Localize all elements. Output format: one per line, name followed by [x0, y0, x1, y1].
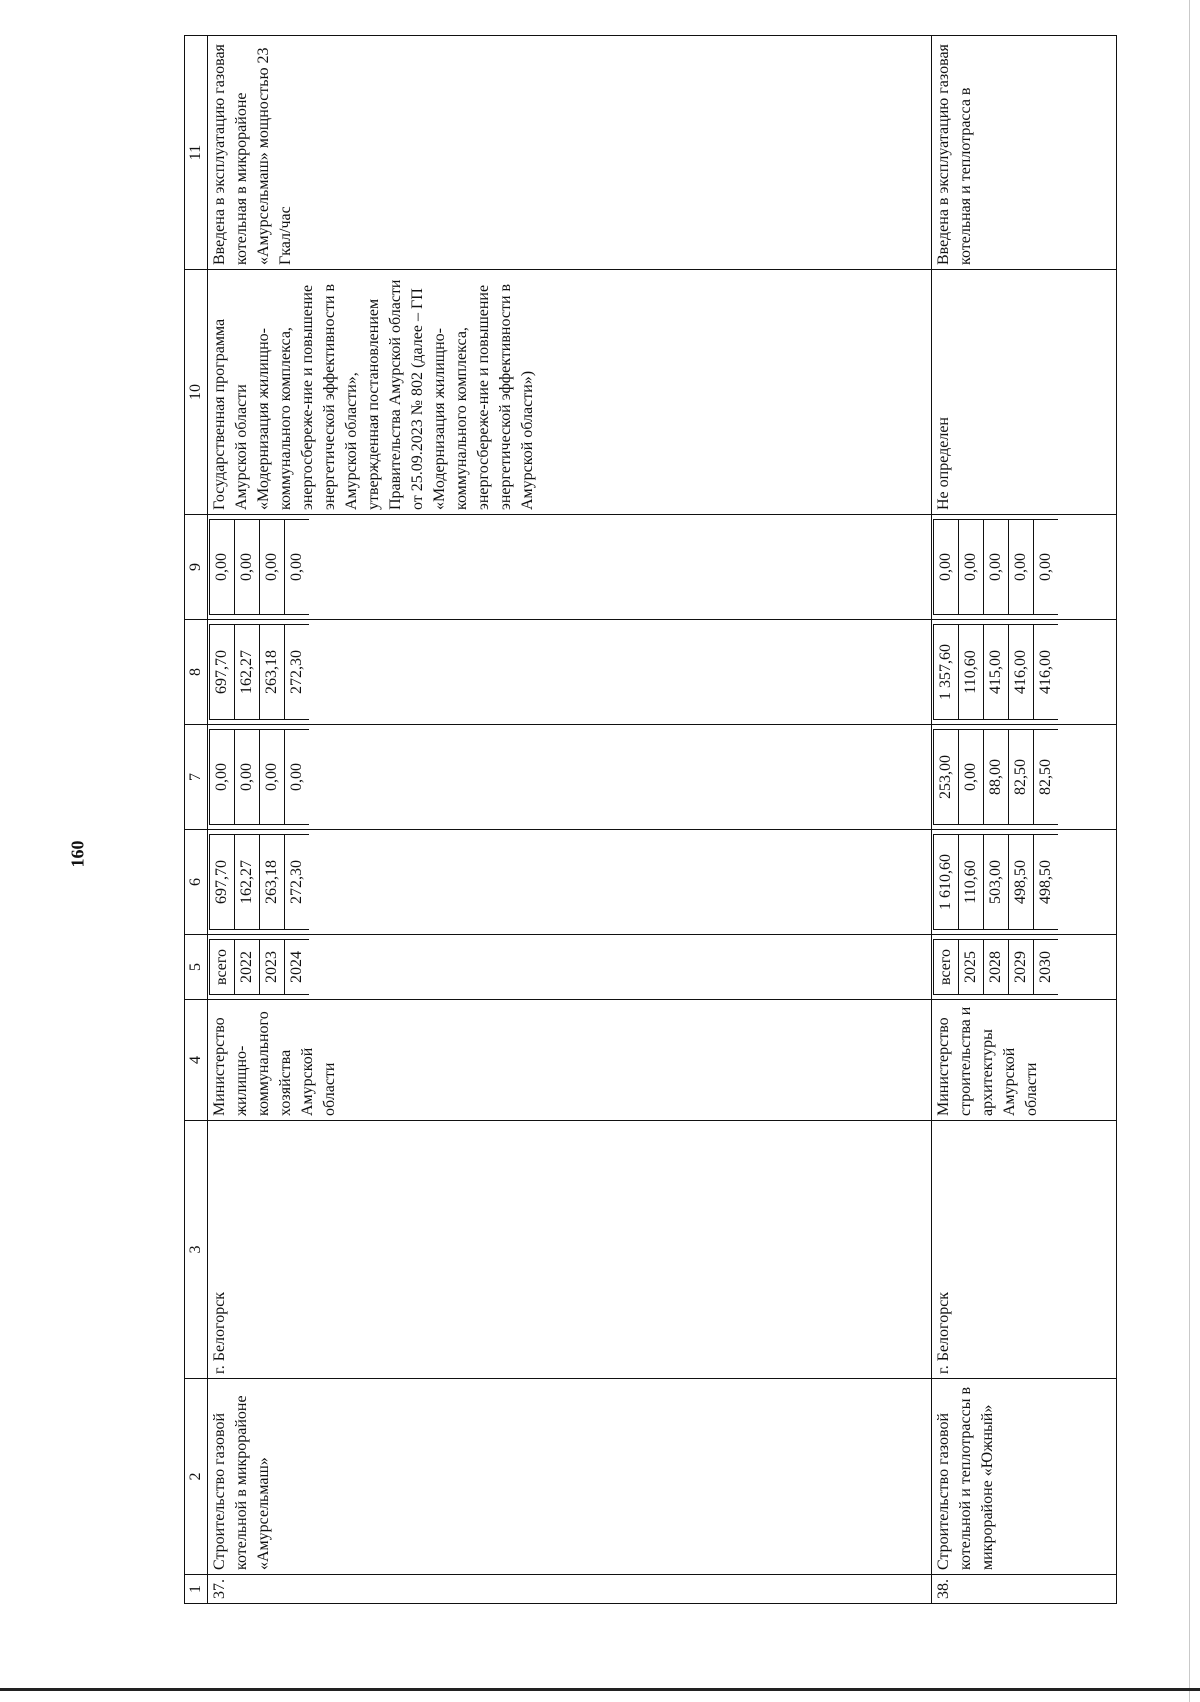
col7-list: [933, 729, 1058, 825]
amount-value: 0,00: [959, 520, 984, 615]
header-cell: 8: [185, 620, 208, 725]
amount-value: 0,00: [285, 730, 310, 825]
responsible-ministry: Министерство жилищно-коммунального хозяйства Амурской области: [208, 1000, 932, 1121]
amount-value: 0,00: [210, 730, 235, 825]
amount-value: 0,00: [260, 520, 285, 615]
col9-cell: [932, 515, 1117, 620]
header-cell: 11: [185, 36, 208, 270]
col6-cell: [208, 830, 932, 935]
header-cell: 2: [185, 1379, 208, 1575]
year-value: 2024: [285, 940, 310, 995]
amount-value: 0,00: [210, 520, 235, 615]
col8-cell: [932, 620, 1117, 725]
object-name: Строительство газовой котельной и теплотрассы в микрорайоне «Южный»: [932, 1379, 1117, 1575]
header-cell: 7: [185, 725, 208, 830]
page-bottom-edge: [0, 1688, 1200, 1691]
col7-list: [209, 729, 309, 825]
page-edge-line: [1189, 0, 1190, 1702]
amount-value: 263,18: [260, 625, 285, 720]
year-value: всего: [934, 940, 959, 995]
amount-value: 82,50: [1034, 730, 1059, 825]
amount-value: 498,50: [1009, 835, 1034, 930]
expected-result: Введена в эксплуатацию газовая котельная и теплотрасса в: [932, 36, 1117, 270]
header-cell: 4: [185, 1000, 208, 1121]
year-value: 2023: [260, 940, 285, 995]
amount-value: 1 357,60: [934, 625, 959, 720]
amount-value: 272,30: [285, 835, 310, 930]
col8-list: [933, 624, 1058, 720]
amount-value: 0,00: [260, 730, 285, 825]
rotated-table-inner: [184, 36, 1115, 1604]
amount-value: 697,70: [210, 835, 235, 930]
col9-cell: [208, 515, 932, 620]
year-value: 2029: [1009, 940, 1034, 995]
row-number: 37.: [208, 1575, 932, 1604]
header-cell: 1: [185, 1575, 208, 1604]
amount-value: 498,50: [1034, 835, 1059, 930]
page-number: 160: [67, 840, 88, 868]
amount-value: 0,00: [1009, 520, 1034, 615]
row-number: 38.: [932, 1575, 1117, 1604]
header-cell: 9: [185, 515, 208, 620]
amount-value: 0,00: [984, 520, 1009, 615]
col9-list: [209, 519, 309, 615]
amount-value: 88,00: [984, 730, 1009, 825]
header-row: [185, 36, 208, 1604]
amount-value: 0,00: [934, 520, 959, 615]
amount-value: 162,27: [235, 625, 260, 720]
amount-value: 503,00: [984, 835, 1009, 930]
amount-value: 0,00: [959, 730, 984, 825]
header-cell: 5: [185, 935, 208, 1000]
header-cell: 10: [185, 270, 208, 515]
program-name: Государственная программа Амурской области «Модернизация жилищно-коммунального комплекса, энергосбереже-ние и повышение энергетической эффективности в Амурской области», утвержденная постановлением Правительства Амурской области от 25.09.2023 № 802 (далее – ГП «Модернизация жилищно-коммунального комплекса, энергосбереже-ние и повышение энергетической эффективности в Амурской области»): [208, 270, 932, 515]
amount-value: 253,00: [934, 730, 959, 825]
amount-value: 0,00: [235, 730, 260, 825]
amount-value: 415,00: [984, 625, 1009, 720]
col8-cell: [208, 620, 932, 725]
amount-value: 82,50: [1009, 730, 1034, 825]
col6-cell: [932, 830, 1117, 935]
table-row: [208, 36, 932, 1604]
years-list: [933, 939, 1058, 995]
col7-cell: [932, 725, 1117, 830]
amount-value: 697,70: [210, 625, 235, 720]
object-location: г. Белогорск: [932, 1121, 1117, 1379]
year-value: 2022: [235, 940, 260, 995]
rotated-table-frame: [184, 36, 1115, 1604]
amount-value: 1 610,60: [934, 835, 959, 930]
amount-value: 0,00: [1034, 520, 1059, 615]
responsible-ministry: Министерство строительства и архитектуры Амурской области: [932, 1000, 1117, 1121]
object-location: г. Белогорск: [208, 1121, 932, 1379]
amount-value: 110,60: [959, 835, 984, 930]
amount-value: 0,00: [285, 520, 310, 615]
program-name: Не определен: [932, 270, 1117, 515]
object-name: Строительство газовой котельной в микрорайоне «Амурсельмаш»: [208, 1379, 932, 1575]
year-value: 2028: [984, 940, 1009, 995]
amount-value: 272,30: [285, 625, 310, 720]
years-cell: [208, 935, 932, 1000]
amount-value: 0,00: [235, 520, 260, 615]
col7-cell: [208, 725, 932, 830]
amount-value: 416,00: [1034, 625, 1059, 720]
col8-list: [209, 624, 309, 720]
objects-table: [184, 35, 1117, 1604]
col6-list: [933, 834, 1058, 930]
amount-value: 263,18: [260, 835, 285, 930]
table-row: [932, 36, 1117, 1604]
amount-value: 110,60: [959, 625, 984, 720]
header-cell: 3: [185, 1121, 208, 1379]
year-value: всего: [210, 940, 235, 995]
years-cell: [932, 935, 1117, 1000]
year-value: 2025: [959, 940, 984, 995]
year-value: 2030: [1034, 940, 1059, 995]
header-cell: 6: [185, 830, 208, 935]
col9-list: [933, 519, 1058, 615]
amount-value: 416,00: [1009, 625, 1034, 720]
expected-result: Введена в эксплуатацию газовая котельная в микрорайоне «Амурсельмаш» мощностью 23 Гкал/час: [208, 36, 932, 270]
years-list: [209, 939, 309, 995]
amount-value: 162,27: [235, 835, 260, 930]
col6-list: [209, 834, 309, 930]
